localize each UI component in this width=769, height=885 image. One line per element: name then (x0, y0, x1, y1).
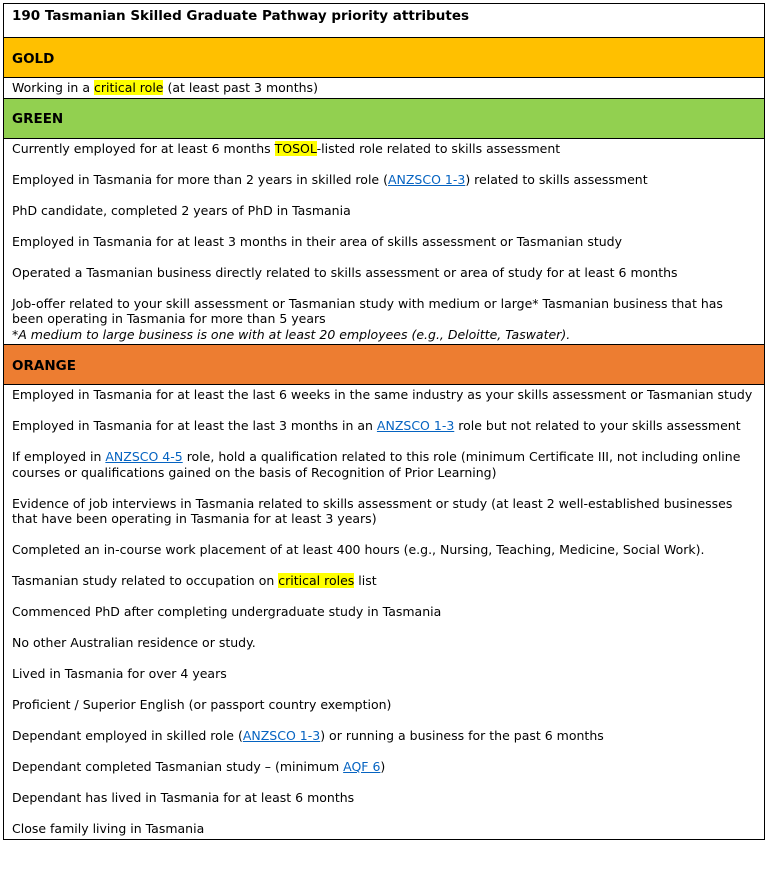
item-text: Job-offer related to your skill assessment or Tasmanian study with medium or large* Tasmanian business that has been operating in Tasmania for more than 5 years (12, 295, 723, 326)
item-text: Employed in Tasmania for at least 3 months in their area of skills assessment or Tasmanian study (12, 233, 622, 249)
item-text: No other Australian residence or study. (12, 635, 256, 650)
priority-attributes-table (3, 3, 765, 840)
item-text: Dependant employed in skilled role ( (12, 728, 243, 743)
document (3, 3, 765, 840)
anzsco-link[interactable]: ANZSCO 1-3 (376, 418, 455, 433)
anzsco-link[interactable]: AQF 6 (343, 759, 381, 774)
item-text: -listed role related to skills assessment (316, 140, 561, 156)
page-title: 190 Tasmanian Skilled Graduate Pathway priority attributes (12, 8, 470, 24)
item-text: list (354, 573, 377, 588)
green-header-cell (4, 98, 765, 138)
item-text: PhD candidate, completed 2 years of PhD in Tasmania (12, 202, 351, 218)
list-item (12, 790, 754, 806)
item-text: Working in a (12, 80, 94, 95)
list-item (12, 728, 754, 744)
list-item (12, 172, 754, 188)
item-text: Completed an in-course work placement of at least 400 hours (e.g., Nursing, Teaching, Medicine, Social Work). (12, 542, 705, 557)
anzsco-link[interactable]: ANZSCO 4-5 (105, 449, 183, 464)
orange-label: ORANGE (12, 357, 76, 374)
list-item (12, 80, 754, 96)
list-item (12, 141, 754, 157)
gold-header-row (4, 38, 765, 78)
item-text: Commenced PhD after completing undergraduate study in Tasmania (12, 604, 442, 619)
item-text: Employed in Tasmania for at least the last 3 months in an (12, 418, 377, 433)
list-item (12, 666, 754, 682)
list-item (12, 573, 754, 589)
item-text: Employed in Tasmania for more than 2 years in skilled role ( (12, 171, 388, 187)
green-header-row (4, 98, 765, 138)
item-text: role, hold a qualification related to this role (minimum Certificate III, not including online courses or qualifications gained on the basis of Recognition of Prior Learning) (12, 449, 741, 480)
item-text: (at least past 3 months) (163, 80, 318, 95)
item-text: Close family living in Tasmania (12, 821, 205, 836)
list-item (12, 449, 754, 480)
item-text: ) related to skills assessment (465, 171, 648, 187)
highlighted-term: TOSOL (274, 140, 317, 156)
list-item (12, 418, 754, 434)
green-items (4, 138, 765, 345)
gold-label: GOLD (12, 50, 55, 67)
item-text: ) or running a business for the past 6 months (320, 728, 604, 743)
green-label: GREEN (12, 111, 64, 127)
item-text: role but not related to your skills assessment (454, 418, 741, 433)
list-item (12, 604, 754, 620)
list-item (12, 296, 754, 343)
list-item (12, 759, 754, 775)
title-cell (4, 4, 765, 38)
item-text: Dependant has lived in Tasmania for at least 6 months (12, 790, 355, 805)
item-text: Currently employed for at least 6 months (12, 140, 275, 156)
item-text: If employed in (12, 449, 106, 464)
item-text: ) (380, 759, 386, 774)
gold-items (4, 78, 765, 99)
title-row (4, 4, 765, 38)
gold-header-cell (4, 38, 765, 78)
list-item (12, 265, 754, 281)
list-item (12, 234, 754, 250)
item-text: Tasmanian study related to occupation on (12, 573, 279, 588)
orange-items-row (4, 385, 765, 840)
anzsco-link[interactable]: ANZSCO 1-3 (242, 728, 321, 743)
orange-header-cell (4, 345, 765, 385)
list-item (12, 203, 754, 219)
highlighted-term: critical roles (278, 573, 355, 588)
orange-items (4, 385, 765, 840)
list-item (12, 496, 754, 527)
list-item (12, 542, 754, 558)
item-text: Dependant completed Tasmanian study – (minimum (12, 759, 344, 774)
list-item (12, 821, 754, 837)
item-text: Lived in Tasmania for over 4 years (12, 666, 227, 681)
list-item (12, 697, 754, 713)
anzsco-link[interactable]: ANZSCO 1-3 (387, 171, 466, 187)
highlighted-term: critical role (93, 80, 164, 95)
list-item (12, 635, 754, 651)
footnote: *A medium to large business is one with at least 20 employees (e.g., Deloitte, Taswater). (12, 326, 571, 342)
orange-header-row (4, 345, 765, 385)
green-items-row (4, 138, 765, 345)
gold-items-row (4, 78, 765, 99)
item-text: Proficient / Superior English (or passport country exemption) (12, 697, 392, 712)
item-text: Evidence of job interviews in Tasmania related to skills assessment or study (at least 2 well-established businesses that have been operating in Tasmania for at least 3 years) (12, 495, 733, 526)
list-item (12, 387, 754, 403)
item-text: Employed in Tasmania for at least the last 6 weeks in the same industry as your skills assessment or Tasmanian study (12, 387, 753, 402)
item-text: Operated a Tasmanian business directly related to skills assessment or area of study for at least 6 months (12, 264, 678, 280)
